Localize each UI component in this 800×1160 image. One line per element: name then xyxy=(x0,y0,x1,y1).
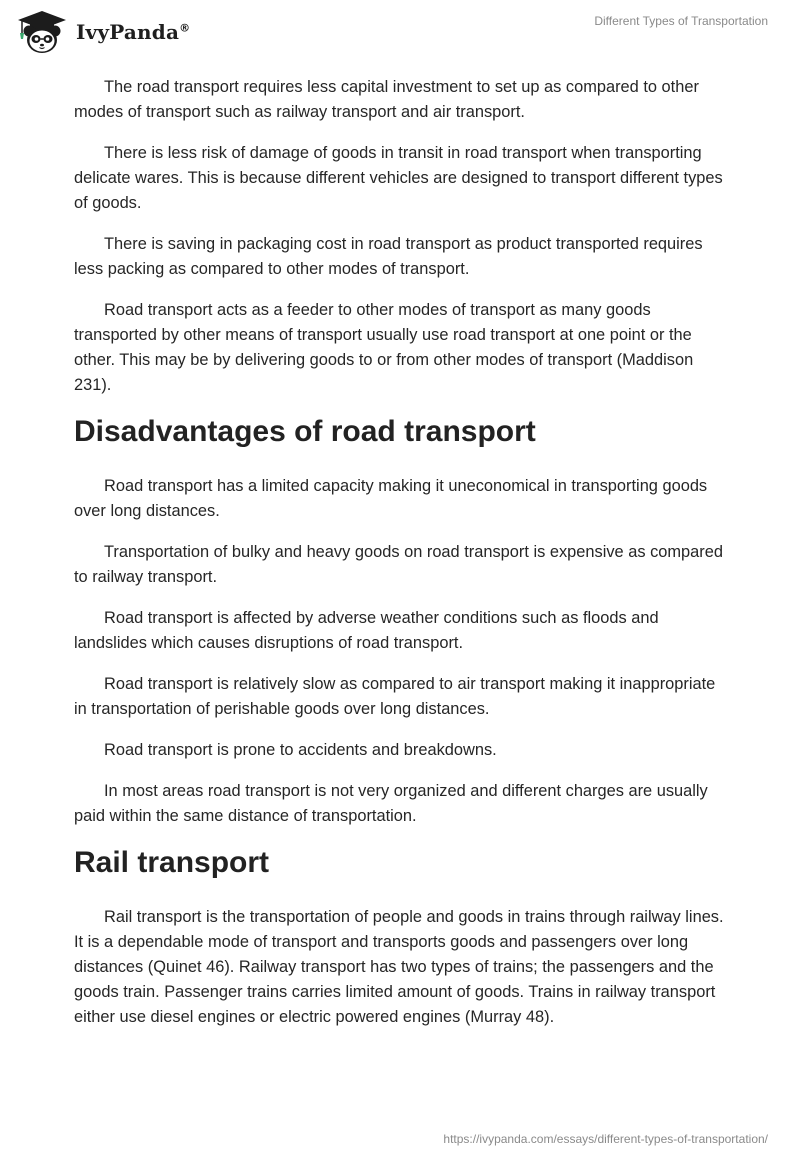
paragraph: Rail transport is the transportation of people and goods in trains through railway lines. It is a dependable mode of transport and transports goods and passengers over long distances (Quinet 46). Railway transport has two types of trains; the passengers and the goods train. Passenger trains carries limited amount of goods. Trains in railway transport either use diesel engines or electric powered engines (Murray 48). xyxy=(74,908,724,1026)
brand-name: IvyPanda® xyxy=(76,20,191,44)
section-heading: Rail transport xyxy=(74,846,270,879)
page-header xyxy=(0,0,800,60)
section-heading: Disadvantages of road transport xyxy=(74,415,536,448)
paragraph: Road transport is prone to accidents and breakdowns. xyxy=(104,741,497,759)
paragraph: There is less risk of damage of goods in transit in road transport when transporting delicate wares. This is because different vehicles are designed to transport different types of goods. xyxy=(74,144,723,212)
paragraph: Road transport is relatively slow as compared to air transport making it inappropriate in transportation of perishable goods over long distances. xyxy=(74,675,716,718)
paragraph: The road transport requires less capital investment to set up as compared to other modes of transport such as railway transport and air transport. xyxy=(74,78,699,121)
paragraph: Road transport has a limited capacity making it uneconomical in transporting goods over long distances. xyxy=(74,477,708,520)
source-url[interactable]: https://ivypanda.com/essays/different-types-of-transportation/ xyxy=(443,1132,768,1146)
paragraph: Road transport is affected by adverse weather conditions such as floods and landslides which causes disruptions of road transport. xyxy=(74,609,659,652)
panda-graduation-cap-icon xyxy=(16,9,68,55)
paragraph: Road transport acts as a feeder to other modes of transport as many goods transported by other means of transport usually use road transport at one point or the other. This may be by delivering goods to or from other modes of transport (Maddison 231). xyxy=(74,301,694,394)
document-title: Different Types of Transportation xyxy=(594,14,768,28)
brand-logo[interactable] xyxy=(16,8,190,56)
paragraph: In most areas road transport is not very organized and different charges are usually paid within the same distance of transportation. xyxy=(74,782,708,825)
essay-body xyxy=(74,75,724,1046)
paragraph: Transportation of bulky and heavy goods on road transport is expensive as compared to railway transport. xyxy=(74,543,723,586)
paragraph: There is saving in packaging cost in road transport as product transported requires less packing as compared to other modes of transport. xyxy=(74,235,703,278)
